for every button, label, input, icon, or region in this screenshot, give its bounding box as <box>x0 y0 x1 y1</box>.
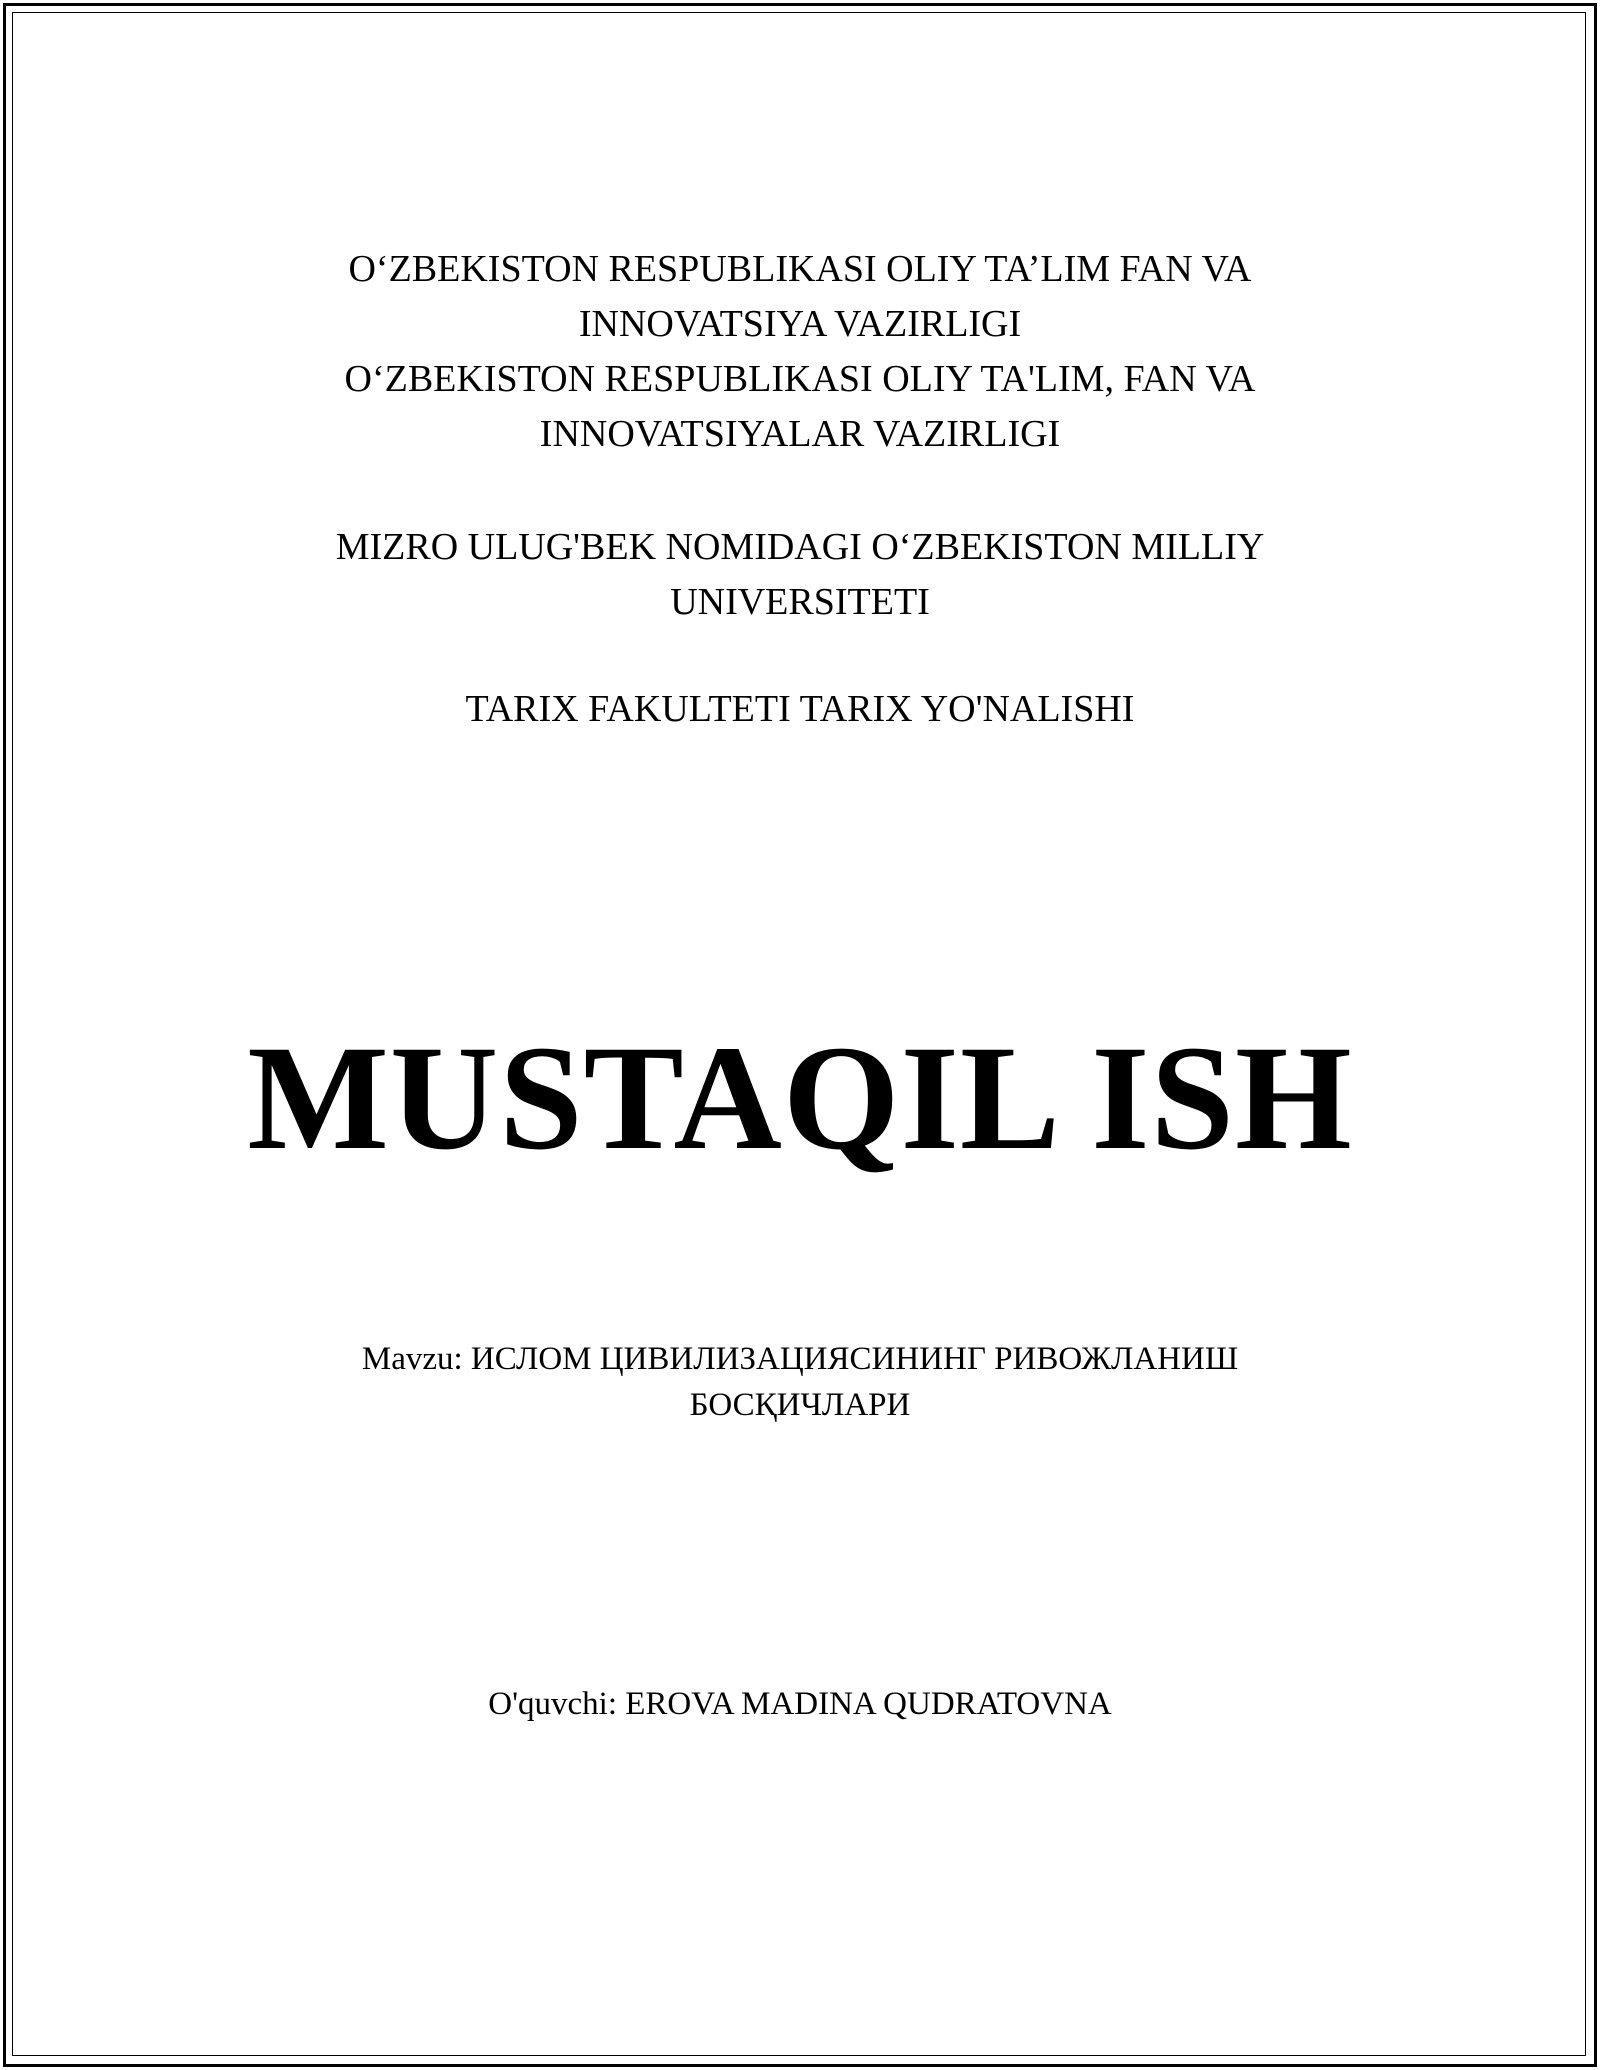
student <box>0 1681 1600 1727</box>
topic <box>0 1336 1600 1428</box>
student-line: O'quvchi: EROVA MADINA QUDRATOVNA <box>488 1686 1112 1722</box>
university-line-1: MIZRO ULUG'BEK NOMIDAGI O‘ZBEKISTON MILLIY <box>335 526 1265 568</box>
topic-line-1: Mavzu: ИСЛОМ ЦИВИЛИЗАЦИЯСИНИНГ РИВОЖЛАНИШ <box>361 1341 1239 1377</box>
ministry-line-1: O‘ZBEKISTON RESPUBLIKASI OLIY TA’LIM FAN VA <box>348 248 1252 290</box>
topic-line-2: БОСҚИЧЛАРИ <box>689 1387 911 1423</box>
title-text: MUSTAQIL ISH <box>247 1015 1353 1181</box>
ministry-header <box>0 242 1600 462</box>
faculty-line: TARIX FAKULTETI TARIX YO'NALISHI <box>465 688 1135 730</box>
university-name <box>0 520 1600 630</box>
document-title <box>0 1015 1600 1181</box>
faculty <box>0 682 1600 737</box>
ministry-line-3: O‘ZBEKISTON RESPUBLIKASI OLIY TA'LIM, FAN VA <box>344 358 1256 400</box>
ministry-line-4: INNOVATSIYALAR VAZIRLIGI <box>539 413 1061 455</box>
ministry-line-2: INNOVATSIYA VAZIRLIGI <box>578 303 1022 345</box>
university-line-2: UNIVERSITETI <box>670 581 930 623</box>
